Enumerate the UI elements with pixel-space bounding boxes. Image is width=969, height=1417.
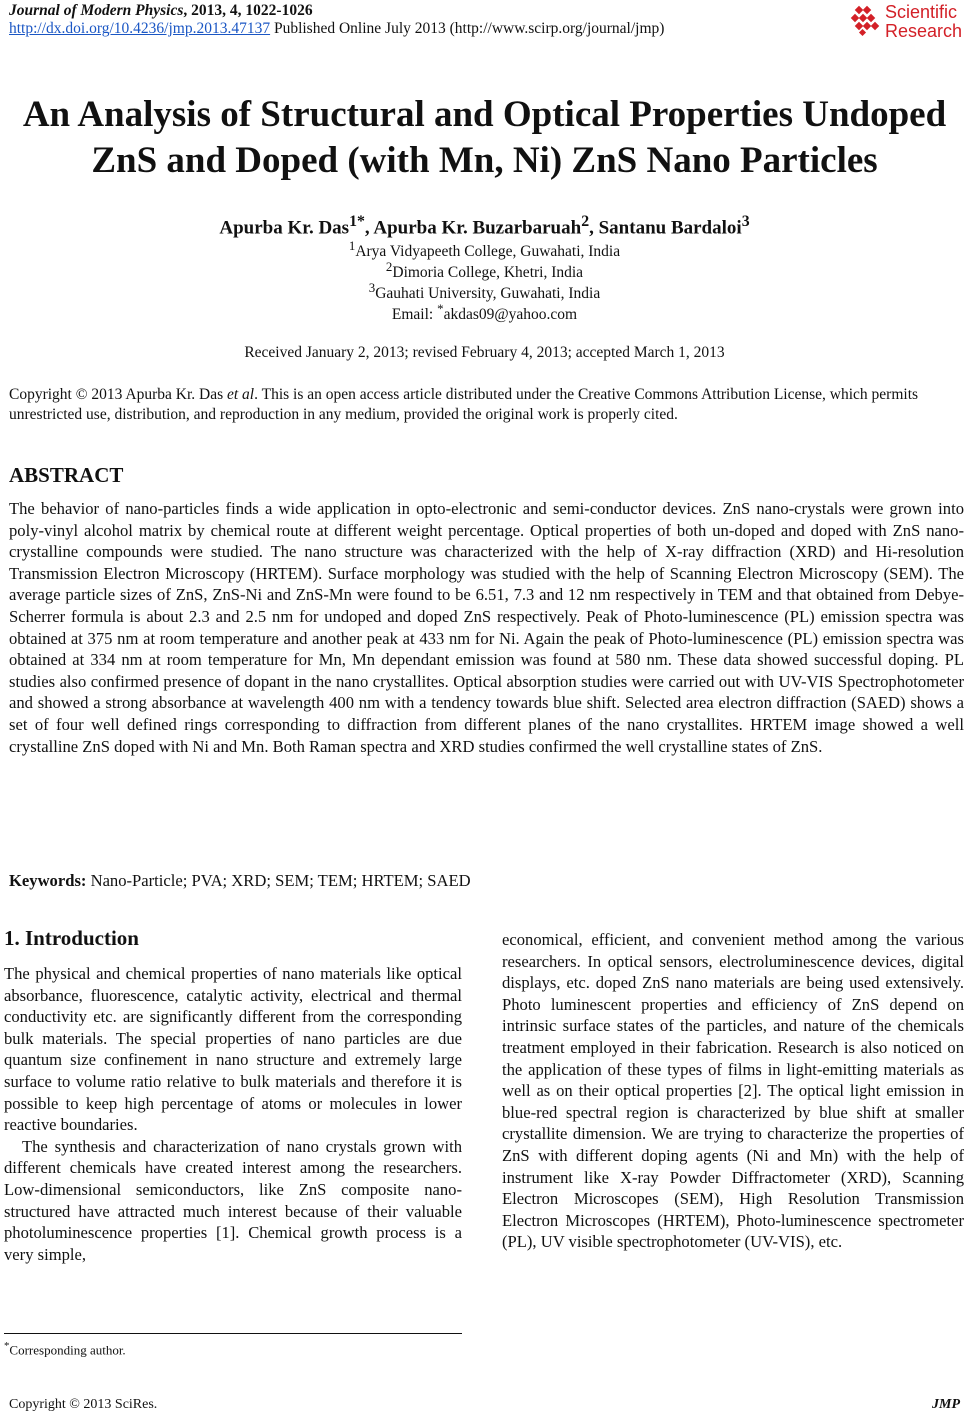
right-column (502, 929, 964, 1253)
abstract-heading: ABSTRACT (9, 463, 124, 487)
footnote-divider (4, 1333, 462, 1334)
author-3-sup: 3 (741, 213, 750, 230)
keywords-label: Keywords: (9, 871, 87, 890)
author-2: , Apurba Kr. Buzarbaruah (364, 217, 582, 239)
left-column (4, 963, 462, 1265)
affiliation-3-text: Gauhati University, Guwahati, India (375, 285, 601, 303)
logo-word-scientific: Scientific (885, 2, 958, 22)
email-address: akdas09@yahoo.com (443, 306, 578, 324)
footer-copyright: Copyright © 2013 SciRes. (9, 1397, 158, 1412)
footnote-sup: * (4, 1340, 10, 1352)
author-3: , Santanu Bardaloi (589, 217, 742, 239)
abstract-body: The behavior of nano-particles finds a wide application in opto-electronic and semi-conductor devices. ZnS nano-crystals were grown into poly-vinyl alcohol matrix by chemical route at different weight percentage. Optical properties of both un-doped and doped with ZnS nano-crystalline compounds were studied. The nano structure was characterized with the help of X-ray diffraction (XRD) and Hi-resolution Transmission Electron Microscopy (HRTEM). Surface morphology was studied with the help of Scanning Electron Microscopy (SEM). The average particle sizes of ZnS, ZnS-Ni and ZnS-Mn were found to be 6.51, 7.3 and 12 nm respectively in TEM and that obtained from Debye-Scherrer formula is about 2.3 and 2.5 nm for undoped and doped ZnS respectively. Peak of Photo-luminescence (PL) emission spectra was obtained at 375 nm at room temperature and another peak at 433 nm for Ni. Again the peak of Photo-luminescence (PL) emission spectra was obtained at 334 nm at room temperature for Mn, Mn dependant emission was found at 580 nm. These data showed successful doping. PL studies also confirmed presence of dopant in the nano crystallites. Optical absorption studies were carried out with UV-VIS Spectrophotometer and showed a strong absorbance at wavelength 400 nm with a tendency towards blue shift. Selected area electron diffraction (SAED) shows a set of four well defined rings corresponding to diffraction from different planes of the nano crystallites. HRTEM image showed a well crystalline ZnS doped with Ni and Mn. Both Raman spectra and XRD studies confirmed the well crystalline states of ZnS. (9, 499, 964, 756)
affiliation-3-sup: 3 (368, 280, 376, 295)
doi-link[interactable]: http://dx.doi.org/10.4236/jmp.2013.47137 (9, 20, 271, 37)
affiliation-1 (0, 238, 969, 261)
author-list (0, 213, 969, 239)
affiliation-3 (0, 280, 969, 303)
keywords-text: Nano-Particle; PVA; XRD; SEM; TEM; HRTEM; SAED (86, 871, 471, 890)
author-1-sup: 1* (349, 213, 365, 230)
footnote-text: Corresponding author. (9, 1342, 126, 1358)
intro-paragraph-3: economical, efficient, and convenient method among the various researchers. In optical sensors, electroluminescence devices, digital displays, etc. doped ZnS nano materials are being used extensively. Photo luminescent properties and efficiency of ZnS depend on intrinsic surface states of the particles, and nature of the chemicals treatment employed in their fabrication. Research is also noticed on the application of these types of films in light-emitting materials as well as on their optical properties [2]. The optical light emission in blue-red spectral region is characterized by blue shift at smaller crystallite dimension. We are trying to characterize the properties of ZnS with different doping agents (Ni and Mn) with the help of instrument like X-ray Powder Diffractometer (XRD), Scanning Electron Microscopes (SEM), High Resolution Transmission Electron Microscopes (HRTEM), Photo-luminescence spectrometer (PL), UV visible spectrophotometer (UV-VIS), etc. (502, 930, 964, 1252)
journal-name: Journal of Modern Physics (9, 2, 184, 19)
email-sup: * (437, 301, 444, 316)
affiliation-1-text: Arya Vidyapeeth College, Guwahati, India (355, 243, 621, 261)
affiliation-1-sup: 1 (348, 238, 356, 253)
intro-paragraph-2: The synthesis and characterization of nano crystals grown with different chemicals have created interest among the researchers. Low-dimensional semiconductors, like ZnS composite nano-structured have attracted much interest because of their valuable photoluminescence properties [1]. Chemical growth process is a very simple, (4, 1136, 462, 1264)
copyright-etal: et al (227, 386, 255, 403)
footer-journal-abbrev: JMP (932, 1397, 960, 1412)
author-2-sup: 2 (581, 213, 590, 230)
title-line-1: An Analysis of Structural and Optical Properties Undoped (22, 94, 947, 135)
copyright-part-1: Copyright © 2013 Apurba Kr. Das (9, 386, 227, 403)
doi-line (9, 20, 664, 38)
publisher-logo (850, 2, 968, 42)
section-heading-introduction: 1. Introduction (4, 926, 139, 950)
paper-title (0, 92, 969, 184)
copyright-notice (9, 385, 964, 425)
affiliation-2-text: Dimoria College, Khetri, India (392, 264, 584, 282)
author-1: Apurba Kr. Das (219, 217, 350, 239)
email-label: Email: (391, 306, 438, 324)
journal-volume: , 2013, 4, 1022-1026 (183, 2, 313, 19)
logo-mark-icon (850, 5, 882, 37)
intro-paragraph-1: The physical and chemical properties of nano materials like optical absorbance, fluorescence, catalytic activity, electrical and thermal conductivity etc. are significantly different from the corresponding bulk materials. The special properties of nano particles are due quantum size confinement in nano structure and extremely large surface to volume ratio relative to bulk materials and therefore it is possible to keep high percentage of atoms or molecules in lower reactive boundaries. (4, 964, 462, 1135)
affiliation-2 (0, 259, 969, 282)
title-line-2: ZnS and Doped (with Mn, Ni) ZnS Nano Particles (91, 140, 878, 181)
affiliation-2-sup: 2 (385, 259, 393, 274)
email-line (0, 301, 969, 324)
footnote (4, 1340, 126, 1358)
journal-citation (9, 2, 313, 20)
published-online: Published Online July 2013 (http://www.scirp.org/journal/jmp) (270, 20, 665, 37)
keywords-line (9, 871, 471, 891)
logo-word-research: Research (885, 21, 963, 41)
received-dates: Received January 2, 2013; revised February 4, 2013; accepted March 1, 2013 (244, 344, 725, 361)
copyright-part-2: . This is an open access article distributed under the Creative Commons Attribution License, which permits unrestricted use, distribution, and reproduction in any medium, provided the original work is properly cited. (9, 386, 919, 423)
